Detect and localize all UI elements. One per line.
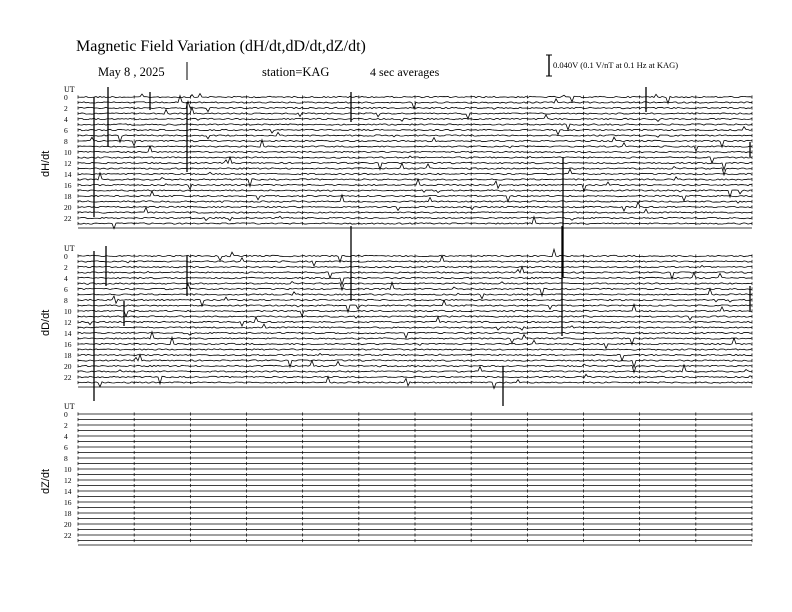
hour-label: 18 (64, 192, 72, 201)
hour-label: 8 (64, 296, 68, 305)
hour-label: 0 (64, 252, 68, 261)
hour-label: 22 (64, 373, 72, 382)
ut-label: UT (64, 85, 75, 94)
hour-label: 6 (64, 443, 68, 452)
hour-label: 4 (64, 115, 68, 124)
chart-title: Magnetic Field Variation (dH/dt,dD/dt,dZ/dt) (76, 38, 366, 55)
hour-label: 2 (64, 104, 68, 113)
date-label: May 8 , 2025 (98, 65, 165, 79)
hour-label: 20 (64, 362, 72, 371)
hour-label: 12 (64, 159, 72, 168)
hour-label: 16 (64, 181, 72, 190)
averaging-label: 4 sec averages (370, 65, 440, 79)
panel-dz-title: dZ/dt (40, 468, 52, 494)
scale-bar-label: 0.040V (0.1 V/nT at 0.1 Hz at KAG) (553, 60, 679, 70)
panel-dh-title: dH/dt (40, 150, 52, 177)
hour-label: 20 (64, 520, 72, 529)
hour-label: 0 (64, 93, 68, 102)
hour-label: 12 (64, 476, 72, 485)
trace-line (78, 324, 752, 330)
hour-label: 22 (64, 531, 72, 540)
hour-label: 12 (64, 318, 72, 327)
hour-label: 2 (64, 421, 68, 430)
hour-label: 10 (64, 148, 72, 157)
hour-label: 4 (64, 432, 68, 441)
ut-label: UT (64, 244, 75, 253)
hour-label: 0 (64, 410, 68, 419)
hour-label: 22 (64, 214, 72, 223)
hour-label: 4 (64, 274, 68, 283)
hour-label: 20 (64, 203, 72, 212)
hour-label: 18 (64, 509, 72, 518)
hour-label: 6 (64, 285, 68, 294)
hour-label: 18 (64, 351, 72, 360)
hour-label: 6 (64, 126, 68, 135)
hour-label: 10 (64, 307, 72, 316)
station-label: station=KAG (262, 65, 330, 79)
hour-label: 16 (64, 340, 72, 349)
ut-label: UT (64, 402, 75, 411)
hour-label: 8 (64, 137, 68, 146)
hour-label: 16 (64, 498, 72, 507)
panel-dd-title: dD/dt (40, 309, 52, 336)
hour-label: 14 (64, 170, 72, 179)
hour-label: 2 (64, 263, 68, 272)
hour-label: 10 (64, 465, 72, 474)
hour-label: 14 (64, 487, 72, 496)
hour-label: 14 (64, 329, 72, 338)
hour-label: 8 (64, 454, 68, 463)
